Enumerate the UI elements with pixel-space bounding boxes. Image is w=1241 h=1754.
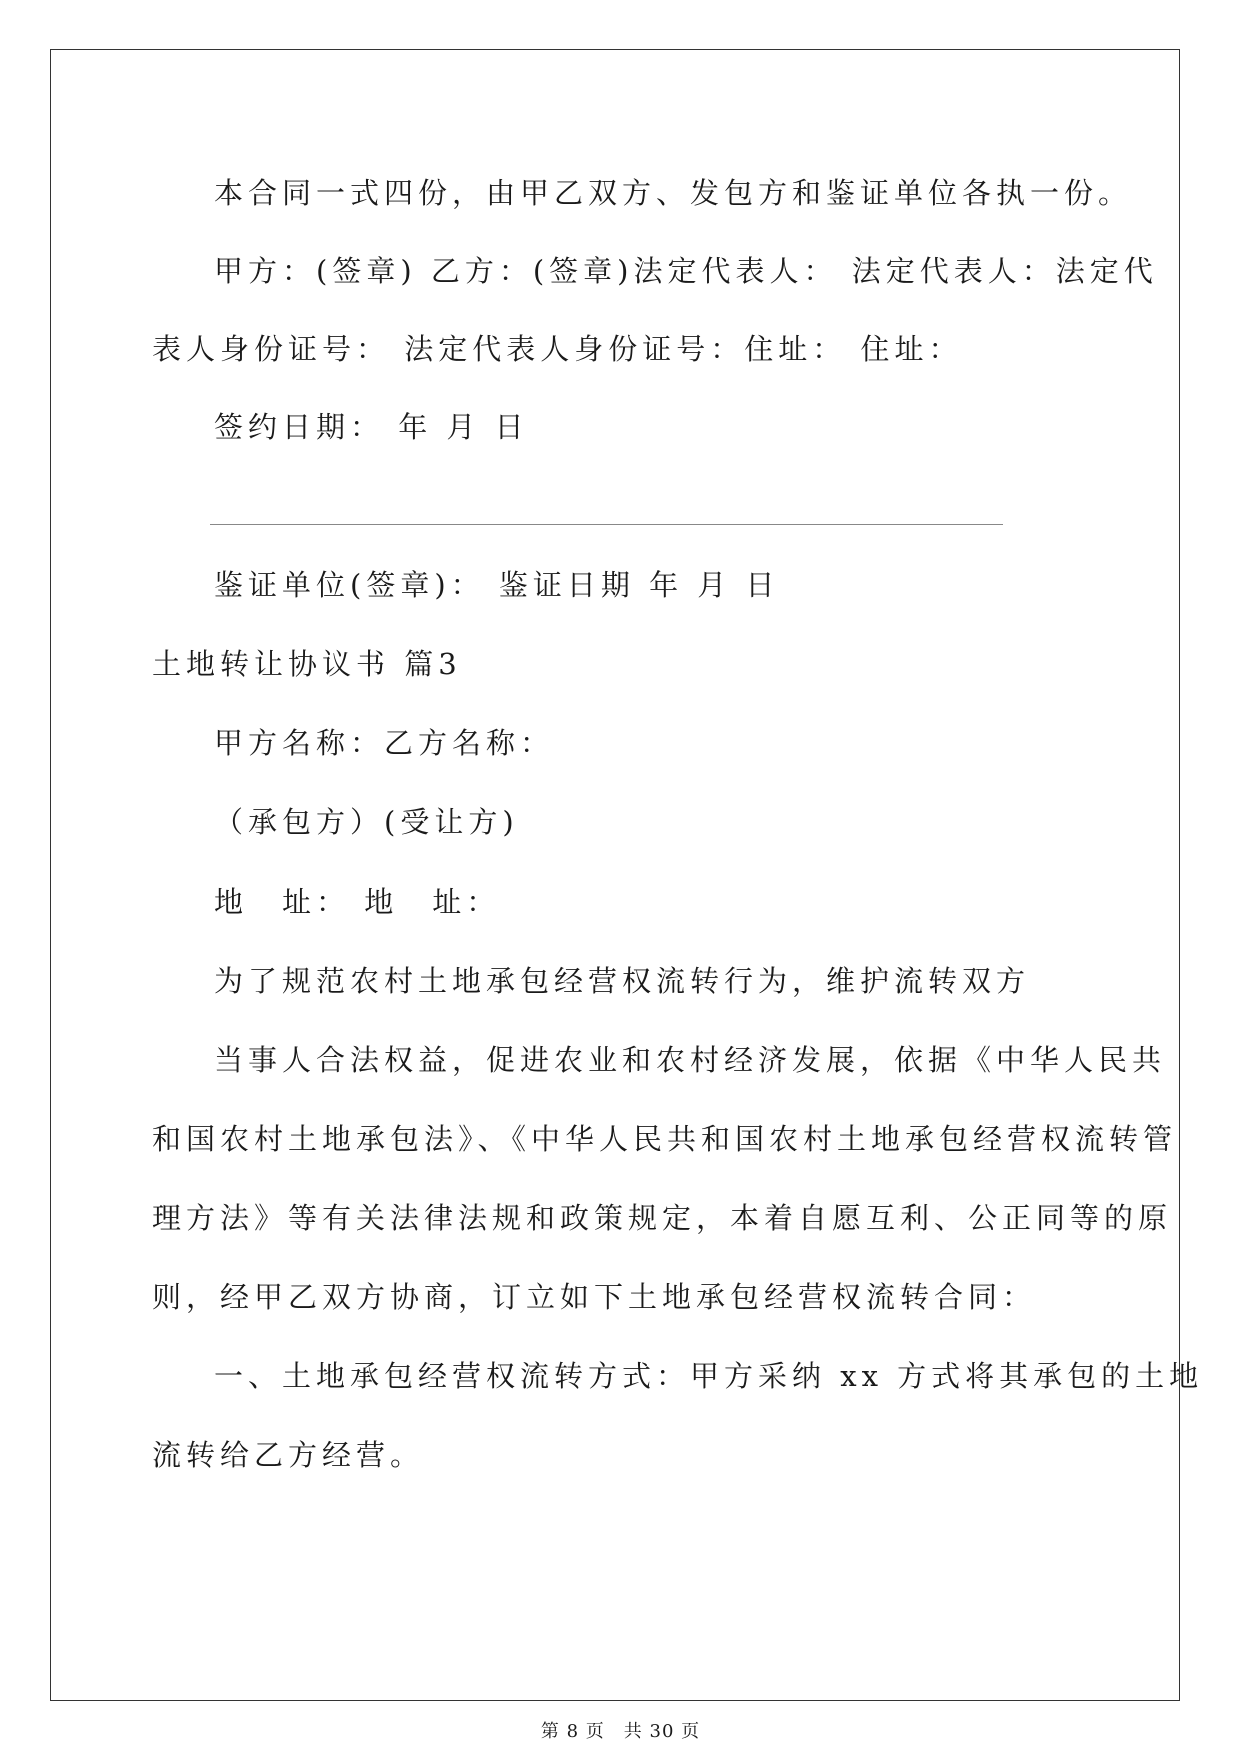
paragraph-legal-basis-cont-3: 则，经甲乙双方协商，订立如下土地承包经营权流转合同：: [152, 1280, 1037, 1314]
paragraph-legal-basis: 当事人合法权益，促进农业和农村经济发展，依据《中华人民共: [214, 1043, 1167, 1077]
paragraph-sign-date: 签约日期： 年 月 日: [214, 410, 529, 444]
paragraph-copies: 本合同一式四份，由甲乙双方、发包方和鉴证单位各执一份。: [214, 176, 1133, 210]
paragraph-verification: 鉴证单位(签章)： 鉴证日期 年 月 日: [214, 568, 780, 602]
section-heading: 土地转让协议书 篇3: [152, 647, 462, 681]
paragraph-signatures-cont: 表人身份证号： 法定代表人身份证号：住址： 住址：: [152, 332, 963, 366]
paragraph-clause-1: 一、土地承包经营权流转方式：甲方采纳 xx 方式将其承包的土地: [214, 1359, 1204, 1393]
page-number-footer: 第 8 页 共 30 页: [540, 1721, 701, 1742]
paragraph-party-names: 甲方名称：乙方名称：: [214, 726, 555, 760]
paragraph-signatures: 甲方：(签章) 乙方：(签章)法定代表人： 法定代表人：法定代: [214, 254, 1158, 288]
paragraph-party-roles: （承包方）(受让方): [214, 805, 519, 839]
paragraph-addresses: 地 址： 地 址：: [214, 885, 501, 919]
paragraph-legal-basis-cont-1: 和国农村土地承包法》、《中华人民共和国农村土地承包经营权流转管: [152, 1122, 1178, 1156]
paragraph-legal-basis-cont-2: 理方法》等有关法律法规和政策规定，本着自愿互利、公正同等的原: [152, 1201, 1173, 1235]
separator-line: [210, 524, 1003, 525]
paragraph-clause-1-cont: 流转给乙方经营。: [152, 1438, 425, 1472]
paragraph-purpose: 为了规范农村土地承包经营权流转行为，维护流转双方: [214, 964, 1031, 998]
